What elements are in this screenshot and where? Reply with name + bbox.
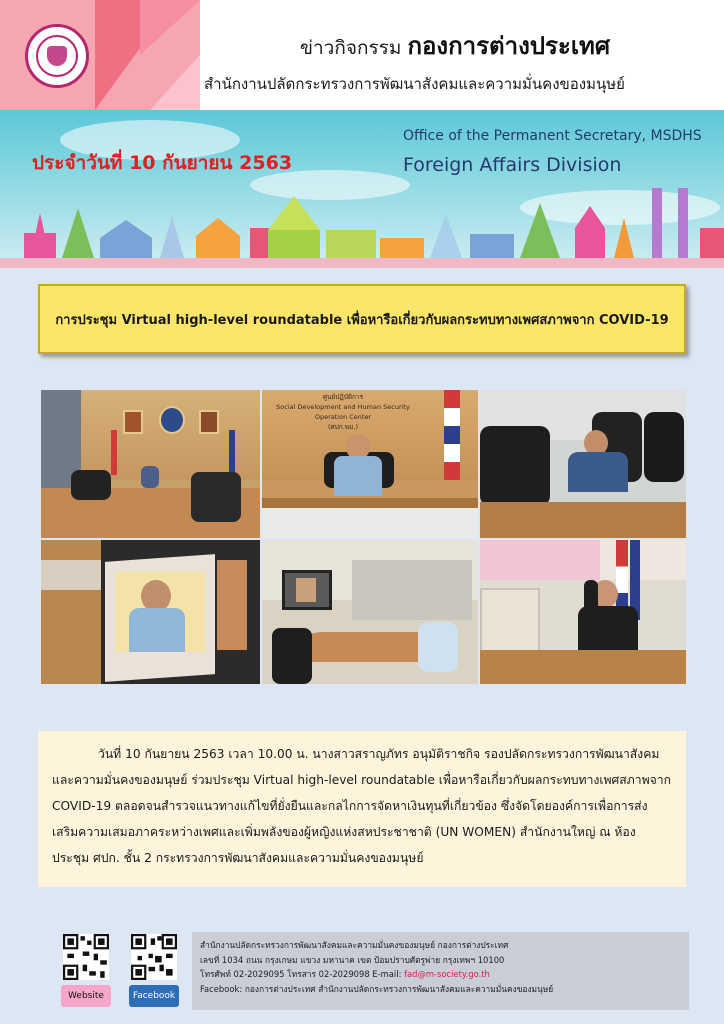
header-decor-triangle	[140, 0, 200, 55]
facebook-qr-code-icon[interactable]	[131, 934, 177, 980]
banner	[0, 110, 724, 268]
banner-date: ประจำวันที่ 10 กันยายน 2563	[32, 152, 293, 174]
contact-facebook: Facebook: กองการต่างประเทศ สำนักงานปลัดกระทรวงการพัฒนาสังคมและความมั่นคงของมนุษย์	[200, 983, 554, 994]
photo-2-sign-line3: (ศปก.พม.)	[328, 423, 358, 431]
banner-division: Foreign Affairs Division	[403, 154, 622, 176]
ministry-seal-icon	[25, 24, 89, 88]
photo-2	[262, 390, 478, 538]
contact-phone-text: โทรศัพท์ 02-2029095 โทรสาร 02-2029098 E-mail:	[200, 969, 405, 979]
header-title-prefix: ข่าวกิจกรรม	[300, 37, 402, 59]
contact-email-link[interactable]: fad@m-society.go.th	[404, 969, 490, 979]
contact-address: เลขที่ 1034 ถนน กรุงเกษม แขวง มหานาค เขต ป้อมปราบศัตรูพ่าย กรุงเทพฯ 10100	[200, 954, 505, 965]
photo-2-sign-line1: ศูนย์ปฏิบัติการ	[322, 393, 364, 401]
facebook-button[interactable]: Facebook	[129, 985, 179, 1007]
photo-4	[41, 540, 260, 684]
header-subtitle: สำนักงานปลัดกระทรวงการพัฒนาสังคมและความมั่นคงของมนุษย์	[204, 75, 625, 93]
photo-5	[262, 540, 478, 684]
photo-2-sign-line2: Social Development and Human Security Operation Center	[276, 403, 410, 421]
header-decor-triangle	[150, 55, 200, 110]
header-title	[300, 26, 610, 65]
news-title: การประชุม Virtual high-level roundatable เพื่อหารือเกี่ยวกับผลกระทบทางเพศสภาพจาก COVID-19	[55, 312, 669, 328]
contact-organization: สำนักงานปลัดกระทรวงการพัฒนาสังคมและความมั่นคงของมนุษย์ กองการต่างประเทศ	[200, 940, 509, 950]
website-qr-code-icon[interactable]	[63, 934, 109, 980]
skyline-illustration-icon	[0, 188, 724, 268]
banner-office: Office of the Permanent Secretary, MSDHS	[403, 128, 702, 144]
photo-2-sign	[268, 390, 418, 436]
website-button[interactable]: Website	[61, 985, 111, 1007]
photo-1	[41, 390, 260, 538]
news-body-box	[38, 731, 686, 887]
contact-phone	[200, 967, 681, 982]
news-body-text: วันที่ 10 กันยายน 2563 เวลา 10.00 น. นางสาวสราญภัทร อนุมัติราชกิจ รองปลัดกระทรวงการพัฒนาสังคมและความมั่นคงของมนุษย์ ร่วมประชุม Virtual high-level roundatable เพื่อหารือเกี่ยวกับผลกระทบทางเพศสภาพจาก COVID-19 ตลอดจนสำรวจแนวทางแก้ไขที่ยั่งยืนและกลไกการจัดหาเงินทุนที่เกี่ยวข้อง ซึ่งจัดโดยองค์การเพื่อการส่งเสริมความเสมอภาคระหว่างเพศและเพิ่มพลังของผู้หญิงแห่งสหประชาชาติ (UN WOMEN) สำนักงานใหญ่ ณ ห้องประชุม ศปก. ชั้น 2 กระทรวงการพัฒนาสังคมและความมั่นคงของมนุษย์	[52, 747, 672, 865]
page-header	[0, 0, 724, 110]
contact-box	[192, 932, 689, 1010]
news-title-box	[38, 284, 686, 354]
photo-6	[480, 540, 686, 684]
photo-3	[480, 390, 686, 538]
header-title-division: กองการต่างประเทศ	[407, 32, 611, 60]
